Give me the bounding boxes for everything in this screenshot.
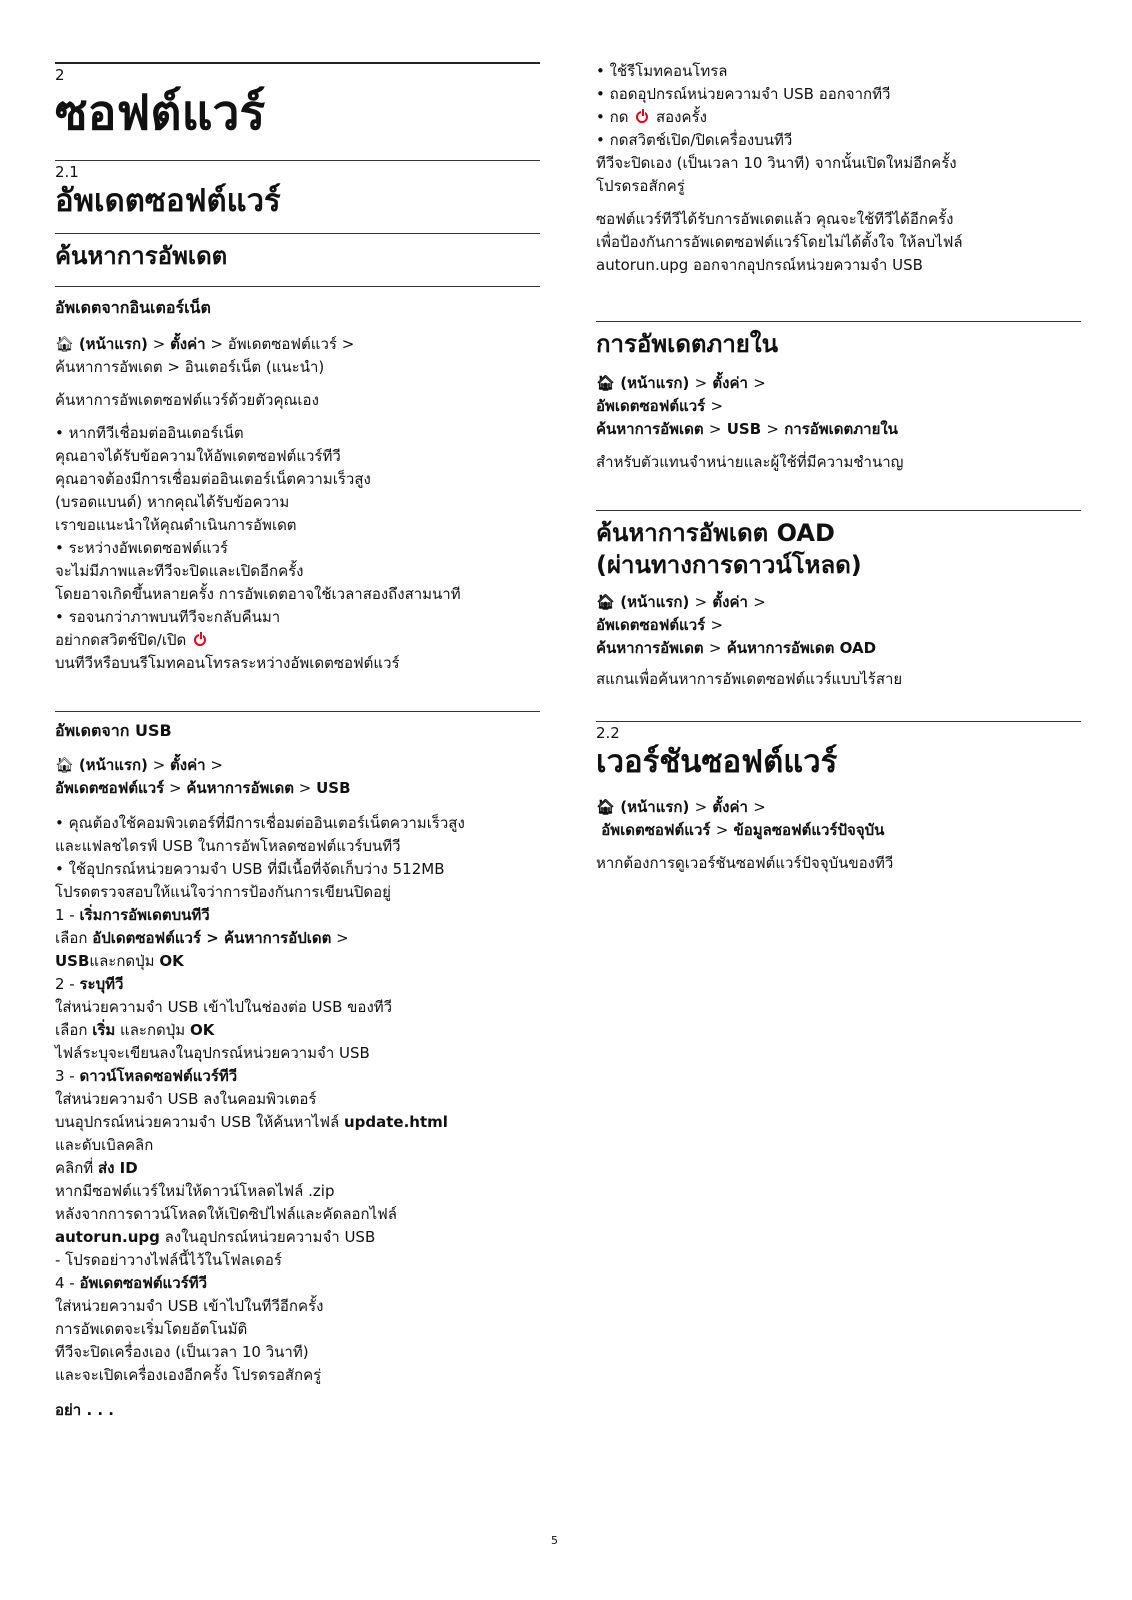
- after-update-line-3: autorun.upg ออกจากอุปกรณ์หน่วยความจำ USB: [596, 256, 923, 274]
- usb-step2-line2: เลือก เริ่ม และกดปุ่ม OK: [55, 1021, 215, 1039]
- internet-menu-path: 🏠︎ (หน้าแรก) > ตั้งค่า > อัพเดตซอฟต์แวร์ > ค้นหาการอัพเดต > อินเตอร์เน็ต (แนะนำ): [55, 335, 355, 376]
- usb-menu-path: 🏠︎ (หน้าแรก) > ตั้งค่า > อัพเดตซอฟต์แวร์ > ค้นหาการอัพเดต > USB: [55, 756, 351, 797]
- dont-press-line: • กด สองครั้ง: [596, 108, 707, 126]
- chapter-title: ซอฟต์แวร์: [55, 85, 266, 141]
- local-update-heading: การอัพเดตภายใน: [596, 330, 778, 358]
- usb-requirement-line-4: โปรดตรวจสอบให้แน่ใจว่าการป้องกันการเขียนปิดอยู่: [55, 883, 391, 901]
- usb-step3-title: 3 - ดาวน์โหลดซอฟต์แวร์ทีวี: [55, 1067, 238, 1085]
- usb-step4-line-4: และจะเปิดเครื่องเองอีกครั้ง โปรดรอสักครู่: [55, 1366, 322, 1384]
- usb-step3-line2: บนอุปกรณ์หน่วยความจำ USB ให้ค้นหาไฟล์ update.html: [55, 1113, 448, 1131]
- internet-last-line: บนทีวีหรือบนรีโมทคอนโทรลระหว่างอัพเดตซอฟต์แวร์: [55, 654, 400, 672]
- internet-note-line-1: • หากทีวีเชื่อมต่ออินเตอร์เน็ต: [55, 424, 244, 442]
- version-section-title: เวอร์ชันซอฟต์แวร์: [596, 744, 838, 780]
- search-updates-heading: ค้นหาการอัพเดต: [55, 242, 228, 270]
- local-desc: สำหรับตัวแทนจำหน่ายและผู้ใช้ที่มีความชำนาญ: [596, 453, 904, 471]
- internet-notes: [55, 422, 540, 629]
- left-column: [55, 0, 540, 1422]
- dont-item-1: • ใช้รีโมทคอนโทรล: [596, 62, 728, 80]
- section-rule: [55, 160, 540, 161]
- internet-update-heading: อัพเดตจากอินเตอร์เน็ต: [55, 298, 211, 317]
- usb-step2-line1: ใส่หน่วยความจำ USB เข้าไปในช่องต่อ USB ของทีวี: [55, 998, 393, 1016]
- dont-item-2-1: • กดสวิตช์เปิด/ปิดเครื่องบนทีวี: [596, 131, 793, 149]
- dont-list: [596, 60, 1081, 106]
- internet-note-line-6: • ระหว่างอัพเดตซอฟต์แวร์: [55, 539, 228, 557]
- home-icon: 🏠︎: [55, 335, 75, 353]
- version-desc: หากต้องการดูเวอร์ชันซอฟต์แวร์ปัจจุบันของทีวี: [596, 854, 894, 872]
- after-update-line-1: ซอฟต์แวร์ทีวีได้รับการอัพเดตแล้ว คุณจะใช้ทีวีได้อีกครั้ง: [596, 210, 954, 228]
- oad-heading: ค้นหาการอัพเดต OAD (ผ่านทางการดาวน์โหลด): [596, 519, 862, 579]
- dont-item-2-2: ทีวีจะปิดเอง (เป็นเวลา 10 วินาที) จากนั้นเปิดใหม่อีกครั้ง: [596, 154, 957, 172]
- usb-requirement-line-1: • คุณต้องใช้คอมพิวเตอร์ที่มีการเชื่อมต่ออินเตอร์เน็ตความเร็วสูง: [55, 814, 465, 832]
- power-icon: [194, 634, 206, 646]
- internet-note-line-5: เราขอแนะนำให้คุณดำเนินการอัพเดต: [55, 516, 297, 534]
- oad-desc: สแกนเพื่อค้นหาการอัพเดตซอฟต์แวร์แบบไร้สาย: [596, 670, 903, 688]
- internet-note-line-8: โดยอาจเกิดขึ้นหลายครั้ง การอัพเดตอาจใช้เวลาสองถึงสามนาที: [55, 585, 461, 603]
- page-number: 5: [551, 1534, 558, 1547]
- after-update-line-2: เพื่อป้องกันการอัพเดตซอฟต์แวร์โดยไม่ได้ตั้งใจ ให้ลบไฟล์: [596, 233, 963, 251]
- section-number: 2.1: [55, 163, 79, 181]
- usb-step4-lines: [55, 1295, 540, 1387]
- internet-note-line-4: (บรอดแบนด์) หากคุณได้รับข้อความ: [55, 493, 290, 511]
- dont-item-2: • ถอดอุปกรณ์หน่วยความจำ USB ออกจากทีวี: [596, 85, 891, 103]
- usb-step1-line2: USBและกดปุ่ม OK: [55, 952, 184, 970]
- version-menu-path: 🏠︎ (หน้าแรก) > ตั้งค่า > อัพเดตซอฟต์แวร์ > ข้อมูลซอฟต์แวร์ปัจจุบัน: [596, 798, 885, 839]
- home-icon: 🏠︎: [596, 798, 616, 816]
- usb-step4-line-3: ทีวีจะปิดเครื่องเอง (เป็นเวลา 10 วินาที): [55, 1343, 309, 1361]
- version-rule: [596, 721, 1081, 722]
- usb-step3-line7: autorun.upg ลงในอุปกรณ์หน่วยความจำ USB: [55, 1228, 376, 1246]
- usb-update-heading: อัพเดตจาก USB: [55, 721, 172, 740]
- internet-note-line-9: • รอจนกว่าภาพบนทีวีจะกลับคืนมา: [55, 608, 281, 626]
- after-update-notes: [596, 208, 1081, 277]
- home-icon: 🏠︎: [596, 593, 616, 611]
- power-icon: [636, 111, 648, 123]
- home-icon: 🏠︎: [596, 374, 616, 392]
- usb-step3-line1: ใส่หน่วยความจำ USB ลงในคอมพิวเตอร์: [55, 1090, 317, 1108]
- usb-step2-title: 2 - ระบุทีวี: [55, 975, 124, 993]
- internet-intro: ค้นหาการอัพเดตซอฟต์แวร์ด้วยตัวคุณเอง: [55, 391, 319, 409]
- chapter-rule: [55, 62, 540, 64]
- local-menu-path: 🏠︎ (หน้าแรก) > ตั้งค่า > อัพเดตซอฟต์แวร์ > ค้นหาการอัพเดต > USB > การอัพเดตภายใน: [596, 374, 898, 438]
- internet-note-line-7: จะไม่มีภาพและทีวีจะปิดและเปิดอีกครั้ง: [55, 562, 304, 580]
- internet-note-line-3: คุณอาจต้องมีการเชื่อมต่ออินเตอร์เน็ตความเร็วสูง: [55, 470, 371, 488]
- section-title: อัพเดตซอฟต์แวร์: [55, 183, 281, 219]
- dont-list-2: [596, 129, 1081, 198]
- usb-step3-line8: - โปรดอย่าวางไฟล์นี้ไว้ในโฟลเดอร์: [55, 1251, 282, 1269]
- usb-step4-line-1: ใส่หน่วยความจำ USB เข้าไปในทีวีอีกครั้ง: [55, 1297, 324, 1315]
- right-column: [596, 0, 1081, 875]
- usb-step2-line3: ไฟล์ระบุจะเขียนลงในอุปกรณ์หน่วยความจำ USB: [55, 1044, 370, 1062]
- version-section-number: 2.2: [596, 724, 620, 742]
- usb-requirement-line-3: • ใช้อุปกรณ์หน่วยความจำ USB ที่มีเนื้อที่จัดเก็บว่าง 512MB: [55, 860, 445, 878]
- usb-step1-line1: เลือก อัปเดตซอฟต์แวร์ > ค้นหาการอัปเดต >: [55, 929, 349, 947]
- usb-requirements: [55, 812, 540, 904]
- usb-step3-line4: คลิกที่ ส่ง ID: [55, 1159, 138, 1177]
- home-icon: 🏠︎: [55, 756, 75, 774]
- usb-requirement-line-2: และแฟลชไดรฟ์ USB ในการอัพโหลดซอฟต์แวร์บนทีวี: [55, 837, 401, 855]
- internet-note-line-2: คุณอาจได้รับข้อความให้อัพเดตซอฟต์แวร์ทีวี: [55, 447, 341, 465]
- usb-step4-title: 4 - อัพเดตซอฟต์แวร์ทีวี: [55, 1274, 208, 1292]
- internet-power-line: อย่ากดสวิตช์ปิด/เปิด: [55, 629, 540, 652]
- usb-step4-line-2: การอัพเดตจะเริ่มโดยอัตโนมัติ: [55, 1320, 248, 1338]
- oad-menu-path: 🏠︎ (หน้าแรก) > ตั้งค่า > อัพเดตซอฟต์แวร์ > ค้นหาการอัพเดต > ค้นหาการอัพเดต OAD: [596, 593, 877, 657]
- usb-step3-line6: หลังจากการดาวน์โหลดให้เปิดซิปไฟล์และคัดลอกไฟล์: [55, 1205, 397, 1223]
- usb-step3-line3: และดับเบิลคลิก: [55, 1136, 154, 1154]
- usb-step3-line5: หากมีซอฟต์แวร์ใหม่ให้ดาวน์โหลดไฟล์ .zip: [55, 1182, 335, 1200]
- usb-step1-title: 1 - เริ่มการอัพเดตบนทีวี: [55, 906, 210, 924]
- chapter-number: 2: [55, 66, 65, 84]
- dont-item-2-3: โปรดรอสักครู่: [596, 177, 685, 195]
- dont-heading: อย่า . . .: [55, 1401, 114, 1419]
